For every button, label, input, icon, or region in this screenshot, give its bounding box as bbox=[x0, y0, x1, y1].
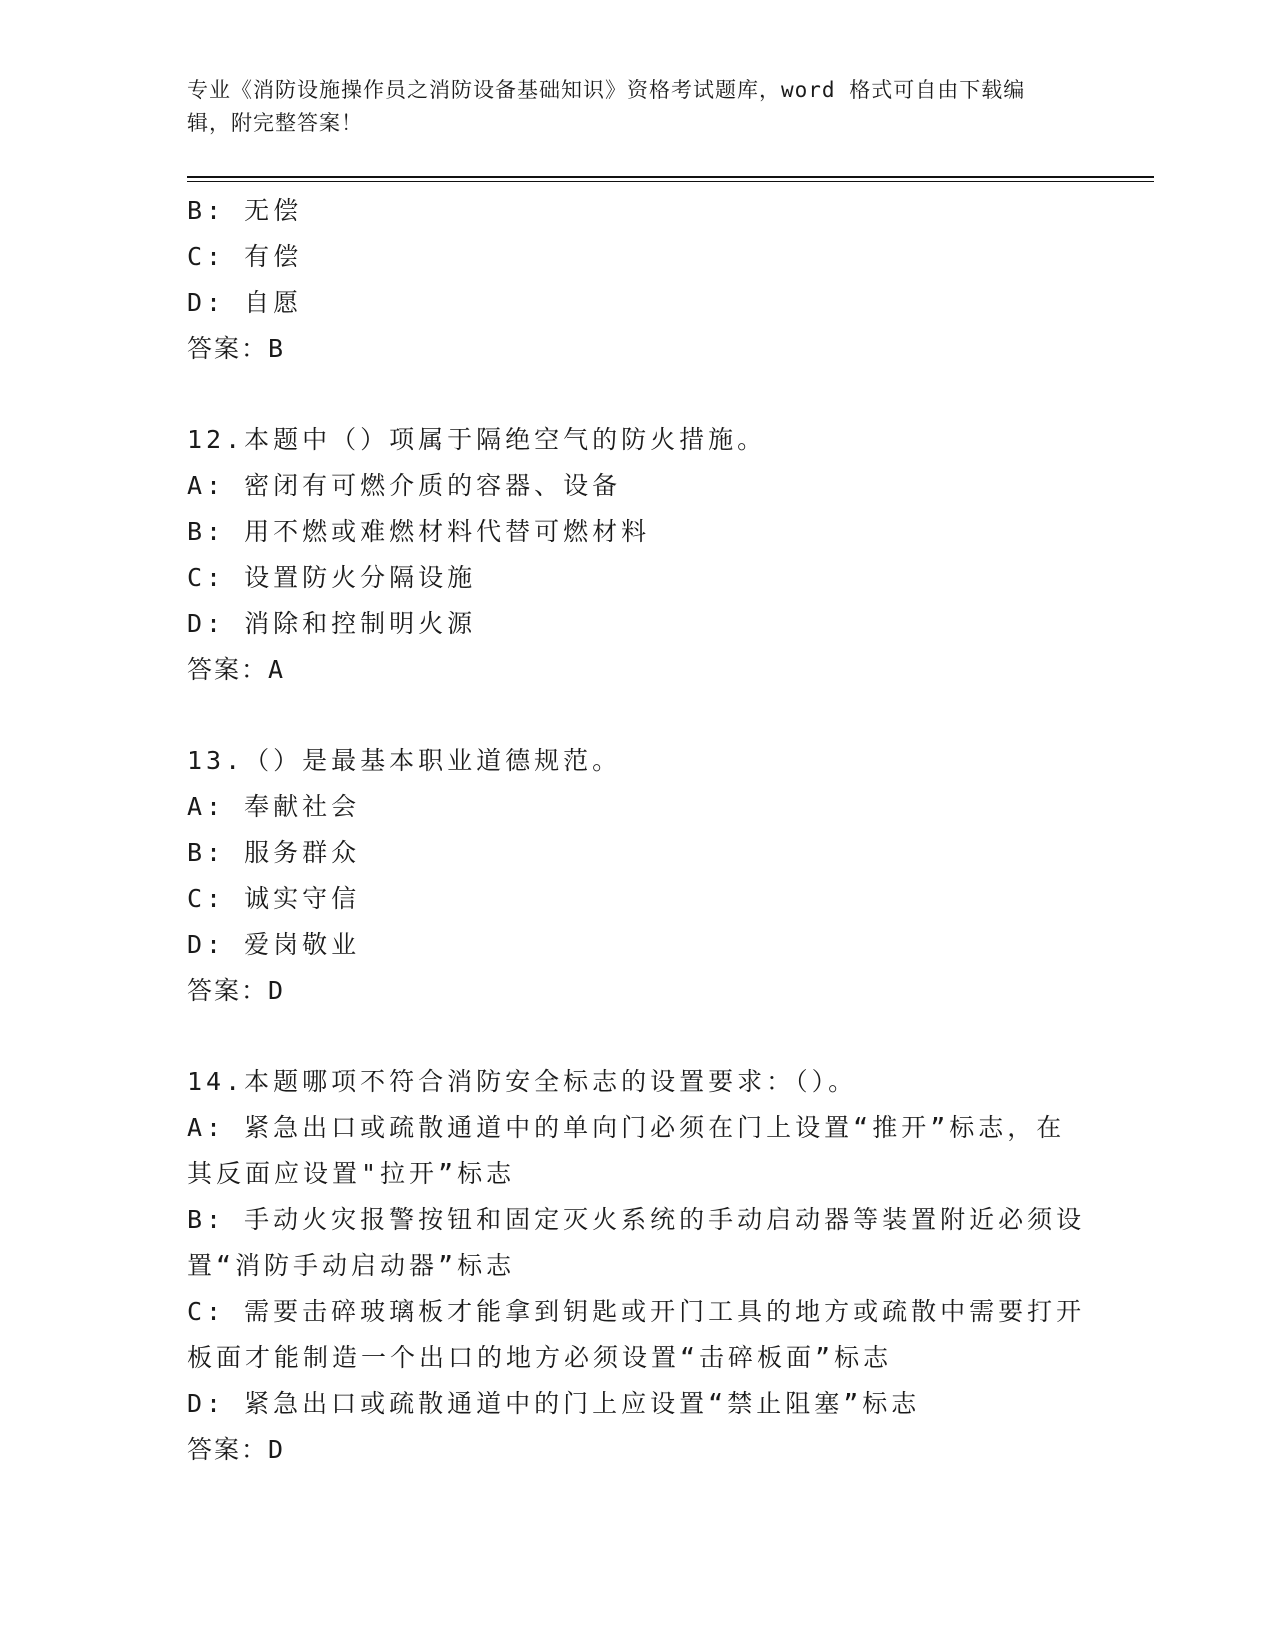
document-header: 专业《消防设施操作员之消防设备基础知识》资格考试题库，word 格式可自由下载编辑，附完整答案！ bbox=[187, 78, 1026, 135]
option-b: B: 手动火灾报警按钮和固定灭火系统的手动启动器等装置附近必须设置“消防手动启动器”标志 bbox=[187, 1205, 1086, 1280]
question-list bbox=[187, 188, 1087, 1473]
answer-line: 答案：A bbox=[187, 655, 286, 684]
option-d: D: 爱岗敬业 bbox=[187, 930, 361, 959]
question-text: 13.（）是最基本职业道德规范。 bbox=[187, 746, 622, 775]
option-b: B: 服务群众 bbox=[187, 838, 361, 867]
question-13 bbox=[187, 738, 1087, 1014]
option-a: A: 紧急出口或疏散通道中的单向门必须在门上设置“推开”标志，在其反面应设置"拉开”标志 bbox=[187, 1113, 1066, 1188]
spacer bbox=[187, 693, 1087, 738]
option-a: A: 奉献社会 bbox=[187, 792, 361, 821]
option-c: C: 诚实守信 bbox=[187, 884, 361, 913]
option-c: C: 有偿 bbox=[187, 242, 303, 271]
option-d: D: 消除和控制明火源 bbox=[187, 609, 477, 638]
answer-line: 答案：D bbox=[187, 1435, 286, 1464]
spacer bbox=[187, 1014, 1087, 1059]
option-a: A: 密闭有可燃介质的容器、设备 bbox=[187, 471, 622, 500]
option-c: C: 设置防火分隔设施 bbox=[187, 563, 477, 592]
option-d: D: 自愿 bbox=[187, 288, 303, 317]
question-12 bbox=[187, 417, 1087, 693]
question-14 bbox=[187, 1059, 1087, 1473]
question-11-tail bbox=[187, 188, 1087, 372]
answer-line: 答案：D bbox=[187, 976, 286, 1005]
question-text: 12.本题中（）项属于隔绝空气的防火措施。 bbox=[187, 425, 767, 454]
option-d: D: 紧急出口或疏散通道中的门上应设置“禁止阻塞”标志 bbox=[187, 1389, 921, 1418]
question-text: 14.本题哪项不符合消防安全标志的设置要求：（）。 bbox=[187, 1067, 858, 1096]
option-b: B: 无偿 bbox=[187, 196, 303, 225]
header-divider bbox=[187, 176, 1154, 178]
answer-line: 答案：B bbox=[187, 334, 286, 363]
option-b: B: 用不燃或难燃材料代替可燃材料 bbox=[187, 517, 651, 546]
header-divider-thin bbox=[187, 181, 1154, 182]
spacer bbox=[187, 372, 1087, 417]
option-c: C: 需要击碎玻璃板才能拿到钥匙或开门工具的地方或疏散中需要打开板面才能制造一个出口的地方必须设置“击碎板面”标志 bbox=[187, 1297, 1086, 1372]
